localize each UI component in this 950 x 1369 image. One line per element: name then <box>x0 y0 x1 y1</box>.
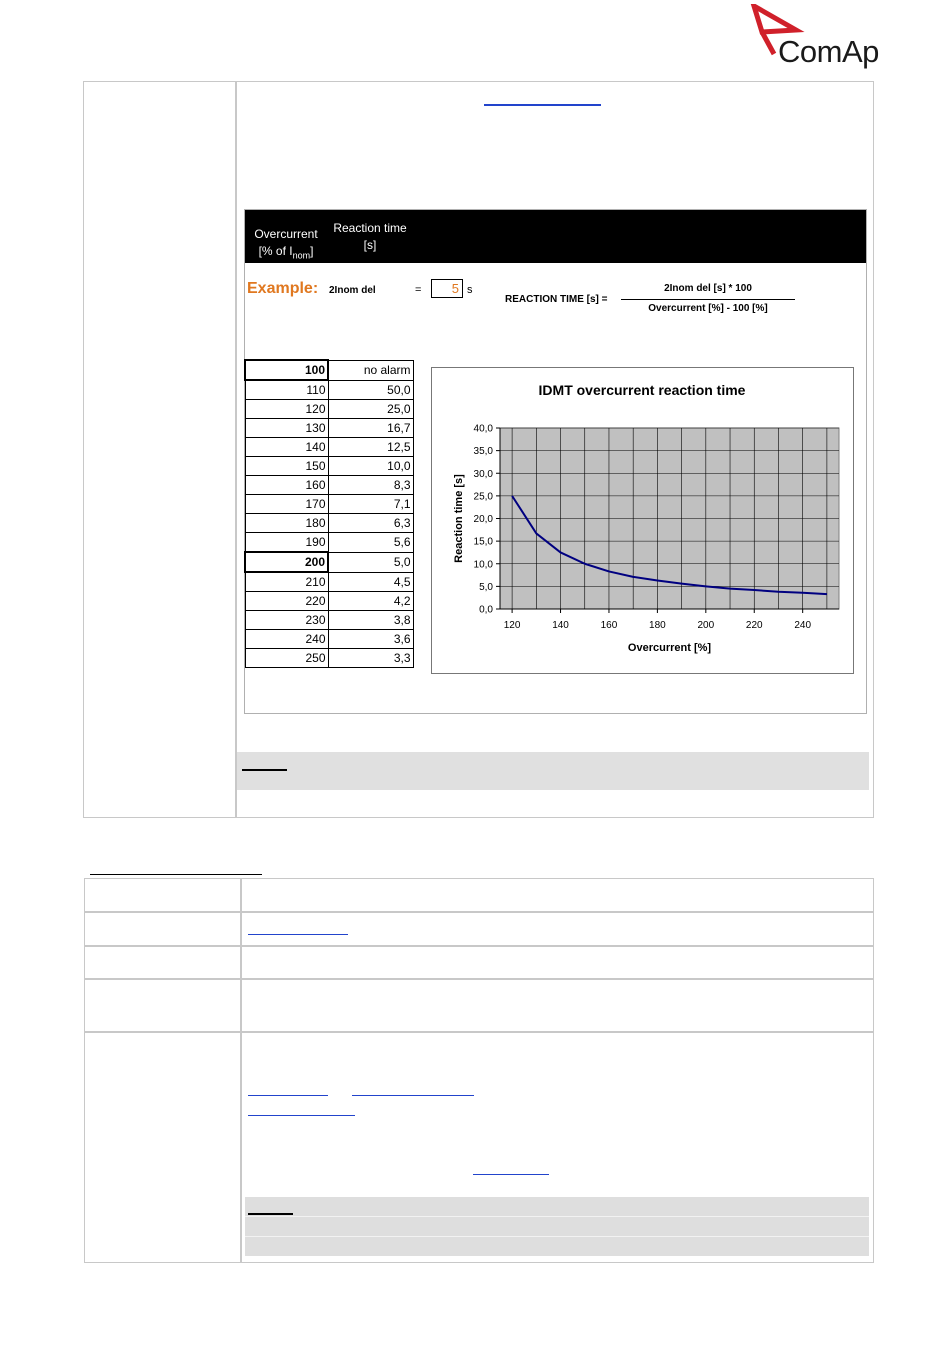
reaction-time-cell: 10,0 <box>328 457 413 476</box>
row-separator <box>85 911 873 913</box>
reaction-time-cell: 4,2 <box>328 592 413 611</box>
reaction-time-cell: no alarm <box>328 360 413 380</box>
x-tick-label: 140 <box>552 620 569 631</box>
idmt-example-panel <box>244 209 867 714</box>
reaction-time-cell: 4,5 <box>328 572 413 592</box>
table-row <box>245 400 413 419</box>
overcurrent-cell: 240 <box>245 630 328 649</box>
example-unit: s <box>467 284 473 296</box>
table-row <box>245 514 413 533</box>
row-separator <box>85 978 873 980</box>
overcurrent-cell: 170 <box>245 495 328 514</box>
formula-lhs: REACTION TIME [s] = <box>505 294 608 305</box>
table-row <box>245 611 413 630</box>
table-row <box>245 380 413 400</box>
note-stripe <box>245 1236 869 1237</box>
header-reaction-time: Reaction time [s] <box>333 221 407 252</box>
table-header <box>245 210 866 263</box>
reaction-time-cell: 5,0 <box>328 552 413 572</box>
reaction-time-cell: 3,6 <box>328 630 413 649</box>
y-tick-label: 5,0 <box>479 581 493 593</box>
reaction-time-cell: 6,3 <box>328 514 413 533</box>
overcurrent-cell: 100 <box>245 360 328 380</box>
overcurrent-cell: 230 <box>245 611 328 630</box>
overcurrent-cell: 210 <box>245 572 328 592</box>
reaction-time-table <box>244 359 414 668</box>
hyperlink[interactable] <box>352 1095 474 1096</box>
y-tick-label: 15,0 <box>473 536 493 548</box>
column-divider <box>235 82 237 817</box>
reaction-time-cell: 7,1 <box>328 495 413 514</box>
chart-title: IDMT overcurrent reaction time <box>538 382 746 398</box>
x-tick-label: 220 <box>745 620 763 631</box>
table-row <box>245 649 413 668</box>
overcurrent-cell: 180 <box>245 514 328 533</box>
reaction-time-cell: 8,3 <box>328 476 413 495</box>
table-row <box>245 419 413 438</box>
y-tick-label: 35,0 <box>473 446 493 458</box>
x-tick-label: 180 <box>649 620 666 631</box>
reaction-time-cell: 3,3 <box>328 649 413 668</box>
table-row <box>245 457 413 476</box>
reaction-time-cell: 25,0 <box>328 400 413 419</box>
y-axis-label: Reaction time [s] <box>453 474 465 563</box>
overcurrent-cell: 190 <box>245 533 328 553</box>
reaction-time-cell: 50,0 <box>328 380 413 400</box>
example-parameter: 2Inom del <box>329 285 376 296</box>
formula-numerator: 2Inom del [s] * 100 <box>664 283 752 294</box>
formula-denominator: Overcurrent [%] - 100 [%] <box>648 303 768 314</box>
table-row <box>245 630 413 649</box>
logo-text: ComAp <box>778 34 879 69</box>
y-tick-label: 25,0 <box>473 491 493 503</box>
overcurrent-cell: 130 <box>245 419 328 438</box>
note-stripe <box>245 1216 869 1217</box>
example-value-input[interactable]: 5 <box>431 279 463 298</box>
hyperlink[interactable] <box>248 934 348 935</box>
table-row <box>245 438 413 457</box>
overcurrent-cell: 250 <box>245 649 328 668</box>
y-tick-label: 10,0 <box>473 559 493 571</box>
overcurrent-cell: 220 <box>245 592 328 611</box>
note-heading-underline <box>242 769 287 771</box>
example-label: Example: <box>247 280 319 297</box>
x-axis-label: Overcurrent [%] <box>627 642 712 654</box>
note-heading-underline <box>248 1213 293 1215</box>
idmt-chart <box>431 367 854 674</box>
x-tick-label: 240 <box>794 620 812 631</box>
overcurrent-cell: 140 <box>245 438 328 457</box>
reaction-time-cell: 12,5 <box>328 438 413 457</box>
column-divider <box>240 879 242 1262</box>
table-row <box>245 572 413 592</box>
y-tick-label: 30,0 <box>473 468 493 480</box>
x-tick-label: 120 <box>503 620 521 631</box>
y-tick-label: 40,0 <box>473 423 493 435</box>
reaction-time-cell: 5,6 <box>328 533 413 553</box>
hyperlink[interactable] <box>248 1095 328 1096</box>
table-row <box>245 533 413 553</box>
overcurrent-cell: 150 <box>245 457 328 476</box>
overcurrent-cell: 120 <box>245 400 328 419</box>
table-row <box>245 592 413 611</box>
x-tick-label: 160 <box>600 620 618 631</box>
x-tick-label: 200 <box>697 620 715 631</box>
y-tick-label: 20,0 <box>473 514 493 525</box>
hyperlink[interactable] <box>484 104 601 106</box>
hyperlink[interactable] <box>473 1174 549 1175</box>
section-heading-underline <box>90 874 262 875</box>
note-box <box>245 1197 869 1256</box>
table-row <box>245 495 413 514</box>
overcurrent-cell: 160 <box>245 476 328 495</box>
table-row <box>245 552 413 572</box>
y-tick-label: 0,0 <box>479 604 493 616</box>
row-separator <box>85 1031 873 1033</box>
table-row <box>245 476 413 495</box>
reaction-time-cell: 16,7 <box>328 419 413 438</box>
header-overcurrent: Overcurrent [% of $I_{nom}$] <box>254 227 318 261</box>
formula-fraction-bar <box>621 299 795 300</box>
table-row <box>245 360 413 380</box>
overcurrent-cell: 110 <box>245 380 328 400</box>
chart-svg <box>432 368 853 673</box>
row-separator <box>85 945 873 947</box>
reaction-time-cell: 3,8 <box>328 611 413 630</box>
example-equals: = <box>415 284 422 296</box>
overcurrent-cell: 200 <box>245 552 328 572</box>
note-box <box>237 752 869 790</box>
hyperlink[interactable] <box>248 1115 355 1116</box>
